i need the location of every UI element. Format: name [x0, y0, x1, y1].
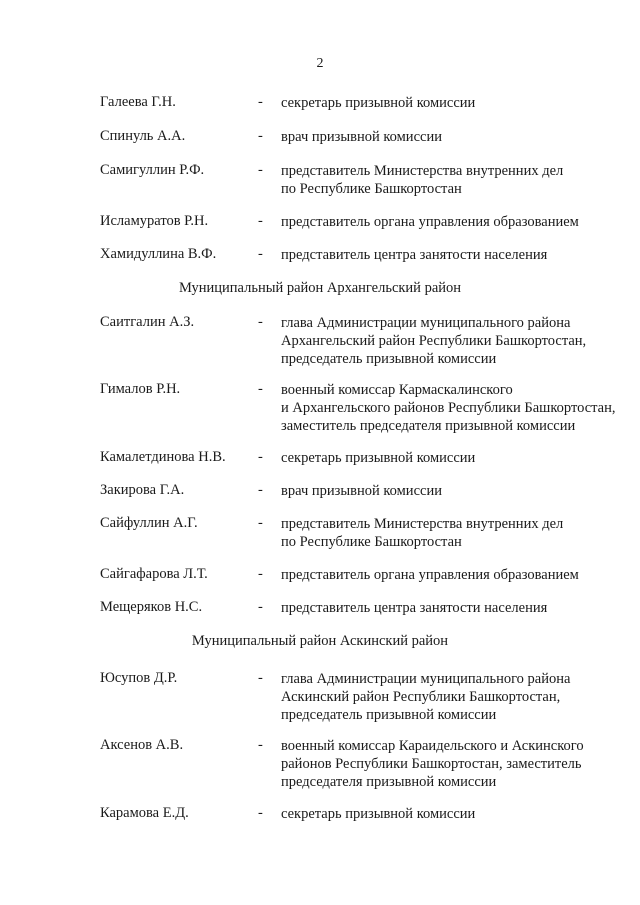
dash: -: [258, 94, 263, 110]
member-name: Исламуратов Р.Н.: [100, 213, 209, 229]
role-line: представитель органа управления образованием: [281, 567, 579, 583]
dash: -: [258, 381, 263, 397]
member-role: [281, 482, 442, 500]
dash: -: [258, 246, 263, 262]
member-role: [281, 314, 586, 368]
role-line: врач призывной комиссии: [281, 483, 442, 499]
role-line: по Республике Башкортостан: [281, 534, 462, 550]
member-name: Аксенов А.В.: [100, 737, 184, 753]
dash: -: [258, 482, 263, 498]
member-name: Саитгалин А.З.: [100, 314, 195, 330]
role-line: председателя призывной комиссии: [281, 774, 497, 790]
member-role: [281, 128, 442, 146]
role-line: военный комиссар Кармаскалинского: [281, 382, 513, 398]
role-line: секретарь призывной комиссии: [281, 806, 476, 822]
member-name: Сайфуллин А.Г.: [100, 515, 198, 531]
member-name: Галеева Г.Н.: [100, 94, 176, 110]
role-line: по Республике Башкортостан: [281, 181, 462, 197]
member-name: Сайгафарова Л.Т.: [100, 566, 208, 582]
member-name: Юсупов Д.Р.: [100, 670, 178, 686]
member-role: [281, 670, 570, 724]
member-role: [281, 449, 475, 467]
member-name: Спинуль А.А.: [100, 128, 186, 144]
member-role: [281, 515, 563, 551]
member-role: [281, 246, 547, 264]
role-line: Архангельский район Республики Башкортостан,: [281, 333, 587, 349]
member-name: Самигуллин Р.Ф.: [100, 162, 205, 178]
role-line: военный комиссар Караидельского и Аскинского: [281, 738, 584, 754]
role-line: Аскинский район Республики Башкортостан,: [281, 689, 561, 705]
member-role: [281, 599, 547, 617]
member-role: [281, 162, 563, 198]
member-name: Закирова Г.А.: [100, 482, 185, 498]
dash: -: [258, 515, 263, 531]
member-name: Карамова Е.Д.: [100, 805, 189, 821]
page-number: 2: [316, 56, 324, 71]
member-name: Гималов Р.Н.: [100, 381, 181, 397]
role-line: представитель органа управления образованием: [281, 214, 579, 230]
role-line: районов Республики Башкортостан, заместитель: [281, 756, 582, 772]
member-role: [281, 805, 475, 823]
role-line: секретарь призывной комиссии: [281, 450, 476, 466]
member-role: [281, 381, 615, 435]
section-heading: Муниципальный район Архангельский район: [178, 280, 462, 296]
dash: -: [258, 566, 263, 582]
role-line: председатель призывной комиссии: [281, 351, 497, 367]
role-line: секретарь призывной комиссии: [281, 95, 476, 111]
member-name: Камалетдинова Н.В.: [100, 449, 226, 465]
dash: -: [258, 670, 263, 686]
role-line: представитель Министерства внутренних дел: [281, 163, 564, 179]
member-role: [281, 94, 475, 112]
member-name: Хамидуллина В.Ф.: [100, 246, 217, 262]
dash: -: [258, 599, 263, 615]
dash: -: [258, 128, 263, 144]
member-role: [281, 737, 584, 791]
dash: -: [258, 737, 263, 753]
role-line: глава Администрации муниципального района: [281, 671, 571, 687]
member-role: [281, 213, 579, 231]
dash: -: [258, 805, 263, 821]
role-line: и Архангельского районов Республики Башкортостан,: [281, 400, 616, 416]
member-role: [281, 566, 579, 584]
role-line: врач призывной комиссии: [281, 129, 442, 145]
role-line: глава Администрации муниципального района: [281, 315, 571, 331]
dash: -: [258, 213, 263, 229]
role-line: представитель центра занятости населения: [281, 247, 548, 263]
role-line: представитель Министерства внутренних дел: [281, 516, 564, 532]
dash: -: [258, 162, 263, 178]
dash: -: [258, 314, 263, 330]
role-line: представитель центра занятости населения: [281, 600, 548, 616]
role-line: заместитель председателя призывной комиссии: [281, 418, 576, 434]
member-name: Мещеряков Н.С.: [100, 599, 203, 615]
dash: -: [258, 449, 263, 465]
role-line: председатель призывной комиссии: [281, 707, 497, 723]
section-heading: Муниципальный район Аскинский район: [191, 633, 449, 649]
